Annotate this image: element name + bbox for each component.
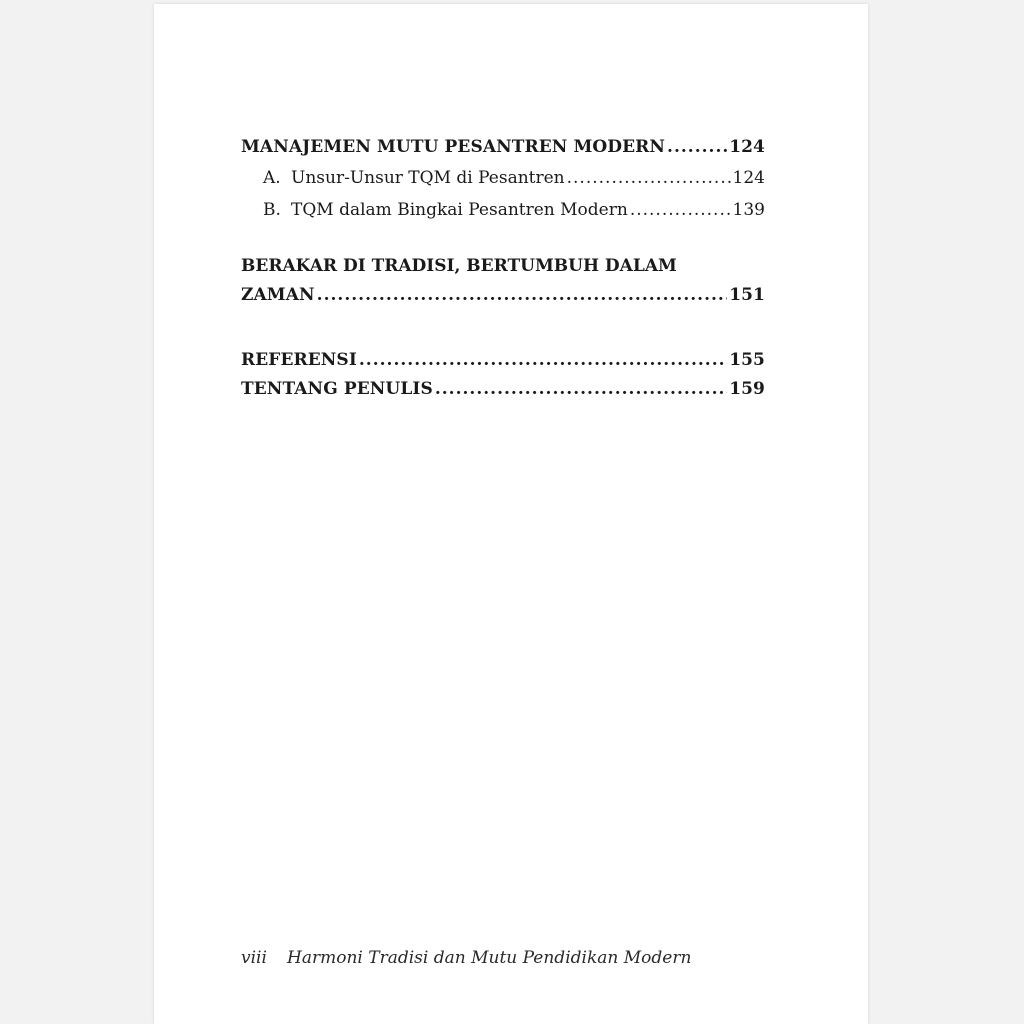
toc-subentry-title: Unsur-Unsur TQM di Pesantren [291,168,565,188]
toc-entry-title-line2: ZAMAN [241,285,315,305]
toc-subentry-title: TQM dalam Bingkai Pesantren Modern [291,200,628,220]
toc-entry-page: 159 [729,379,765,399]
toc-entry-berakar-di-tradisi[interactable] [241,252,765,310]
page-footer [241,948,691,968]
dot-leader [317,281,728,310]
toc-subentry-letter: A. [263,168,281,188]
running-book-title: Harmoni Tradisi dan Mutu Pendidikan Modern [287,948,692,968]
toc-entry-title: TENTANG PENULIS [241,379,433,399]
toc-entry-page: 151 [729,285,765,305]
toc-subentry-page: 124 [732,168,765,188]
toc-entry-title: MANAJEMEN MUTU PESANTREN MODERN [241,137,666,157]
book-page [154,4,868,1024]
toc-subentry-unsur-tqm[interactable] [241,162,765,194]
page-folio: viii [241,948,267,968]
toc-entry-referensi[interactable] [241,346,765,375]
toc-subentry-tqm-bingkai[interactable] [241,194,765,226]
toc-entry-title-line1: BERAKAR DI TRADISI, BERTUMBUH DALAM [241,256,677,276]
table-of-contents [241,133,765,404]
dot-leader [567,162,731,194]
toc-entry-page: 124 [729,137,765,157]
dot-leader [435,375,727,404]
dot-leader [630,194,731,226]
toc-entry-manajemen-mutu[interactable] [241,133,765,162]
dot-leader [359,346,727,375]
dot-leader [667,133,727,162]
toc-entry-page: 155 [729,350,765,370]
toc-subentry-page: 139 [732,200,765,220]
toc-entry-title: REFERENSI [241,350,357,370]
toc-subentry-letter: B. [263,200,281,220]
toc-entry-tentang-penulis[interactable] [241,375,765,404]
